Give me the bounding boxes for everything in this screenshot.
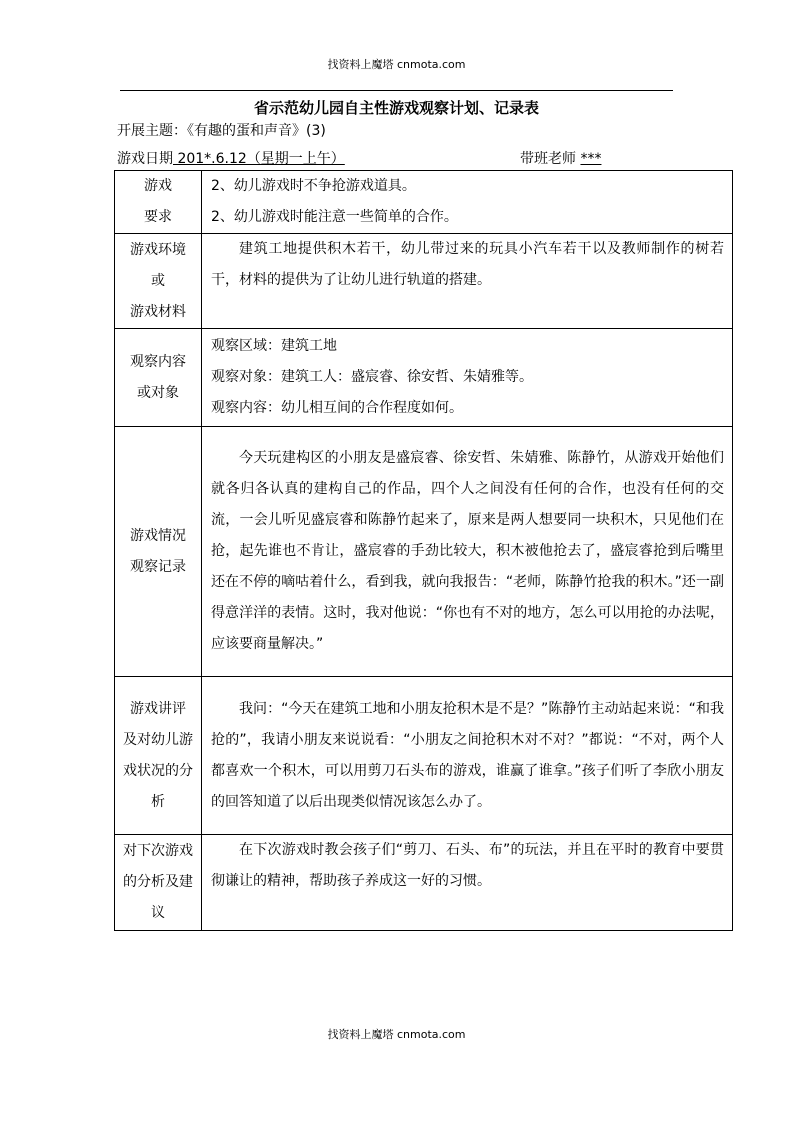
row-content bbox=[202, 427, 733, 677]
label-line: 游戏材料 bbox=[130, 303, 186, 320]
content-paragraph: 观察内容：幼儿相互间的合作程度如何。 bbox=[211, 400, 463, 416]
content-paragraph: 观察对象：建筑工人：盛宸睿、徐安哲、朱婧雅等。 bbox=[211, 369, 533, 385]
label-line: 观察内容 bbox=[130, 353, 186, 370]
label-line: 要求 bbox=[144, 209, 172, 225]
row-label bbox=[115, 677, 202, 835]
table-row-observation-target bbox=[115, 329, 733, 427]
row-content bbox=[202, 171, 733, 234]
footer-watermark: 找资料上魔塔 cnmota.com bbox=[327, 1028, 466, 1041]
teacher-value: *** bbox=[580, 151, 602, 167]
label-line: 游戏环境 bbox=[130, 241, 186, 258]
label-line: 及对幼儿游 bbox=[123, 731, 193, 748]
date-label: 游戏日期 bbox=[117, 151, 173, 167]
content-paragraph: 观察区域：建筑工地 bbox=[211, 338, 337, 354]
row-label bbox=[115, 171, 202, 234]
teacher-label: 带班老师 bbox=[520, 151, 576, 167]
label-line: 议 bbox=[151, 905, 165, 921]
table-row-observation-record bbox=[115, 427, 733, 677]
row-label bbox=[115, 234, 202, 329]
label-line: 的分析及建 bbox=[123, 874, 193, 890]
label-line: 对下次游戏 bbox=[123, 843, 193, 859]
label-line: 析 bbox=[151, 793, 165, 810]
teacher-line bbox=[520, 149, 601, 169]
table-row-next-steps bbox=[115, 835, 733, 931]
content-paragraph: 在下次游戏时教会孩子们“剪刀、石头、布”的玩法，并且在平时的教育中要贯彻谦让的精神，帮助孩子养成这一好的习惯。 bbox=[211, 842, 724, 889]
row-content bbox=[202, 677, 733, 835]
label-line: 游戏情况 bbox=[130, 527, 186, 544]
label-line: 或对象 bbox=[137, 384, 179, 401]
table-row-review bbox=[115, 677, 733, 835]
content-paragraph: 我问：“今天在建筑工地和小朋友抢积木是不是？”陈静竹主动站起来说：“和我抢的”，我请小朋友来说说看：“小朋友之间抢积木对不对？”都说：“不对，两个人都喜欢一个积木，可以用剪刀石头布的游戏，谁赢了谁拿。”孩子们听了李欣小朋友的回答知道了以后出现类似情况该怎么办了。 bbox=[211, 700, 724, 810]
table-row-materials bbox=[115, 234, 733, 329]
row-label bbox=[115, 329, 202, 427]
row-content bbox=[202, 234, 733, 329]
header-divider bbox=[120, 90, 673, 91]
page-title: 省示范幼儿园自主性游戏观察计划、记录表 bbox=[253, 99, 539, 117]
date-line bbox=[117, 149, 345, 169]
content-paragraph: 建筑工地提供积木若干，幼儿带过来的玩具小汽车若干以及教师制作的树若干，材料的提供为了让幼儿进行轨道的搭建。 bbox=[211, 241, 724, 288]
date-value: 201*.6.12（星期一上午） bbox=[173, 151, 345, 167]
content-paragraph: 今天玩建构区的小朋友是盛宸睿、徐安哲、朱婧雅、陈静竹，从游戏开始他们就各归各认真的建构自己的作品，四个人之间没有任何的合作，也没有任何的交流，一会儿听见盛宸睿和陈静竹起来了，原来是两人想要同一块积木，只见他们在抢，起先谁也不肯让，盛宸睿的手劲比较大，积木被他抢去了，盛宸睿抢到后嘴里还在不停的嘀咕着什么，看到我，就向我报告：“老师，陈静竹抢我的积木。”还一副得意洋洋的表情。这时，我对他说：“你也有不对的地方，怎么可以用抢的办法呢，应该要商量解决。” bbox=[211, 450, 724, 652]
label-line: 戏状况的分 bbox=[123, 762, 193, 779]
header-watermark: 找资料上魔塔 cnmota.com bbox=[327, 58, 466, 71]
label-line: 游戏讲评 bbox=[130, 700, 186, 717]
label-line: 游戏 bbox=[144, 178, 172, 194]
row-label bbox=[115, 835, 202, 931]
table-row-requirements bbox=[115, 171, 733, 234]
row-label bbox=[115, 427, 202, 677]
observation-table bbox=[114, 170, 733, 931]
label-line: 观察记录 bbox=[130, 558, 186, 575]
content-paragraph: 2、幼儿游戏时能注意一些简单的合作。 bbox=[211, 209, 458, 225]
row-content bbox=[202, 329, 733, 427]
topic-line: 开展主题：《有趣的蛋和声音》(3) bbox=[117, 123, 326, 139]
label-line: 或 bbox=[151, 272, 165, 289]
content-paragraph: 2、幼儿游戏时不争抢游戏道具。 bbox=[211, 178, 416, 194]
row-content bbox=[202, 835, 733, 931]
